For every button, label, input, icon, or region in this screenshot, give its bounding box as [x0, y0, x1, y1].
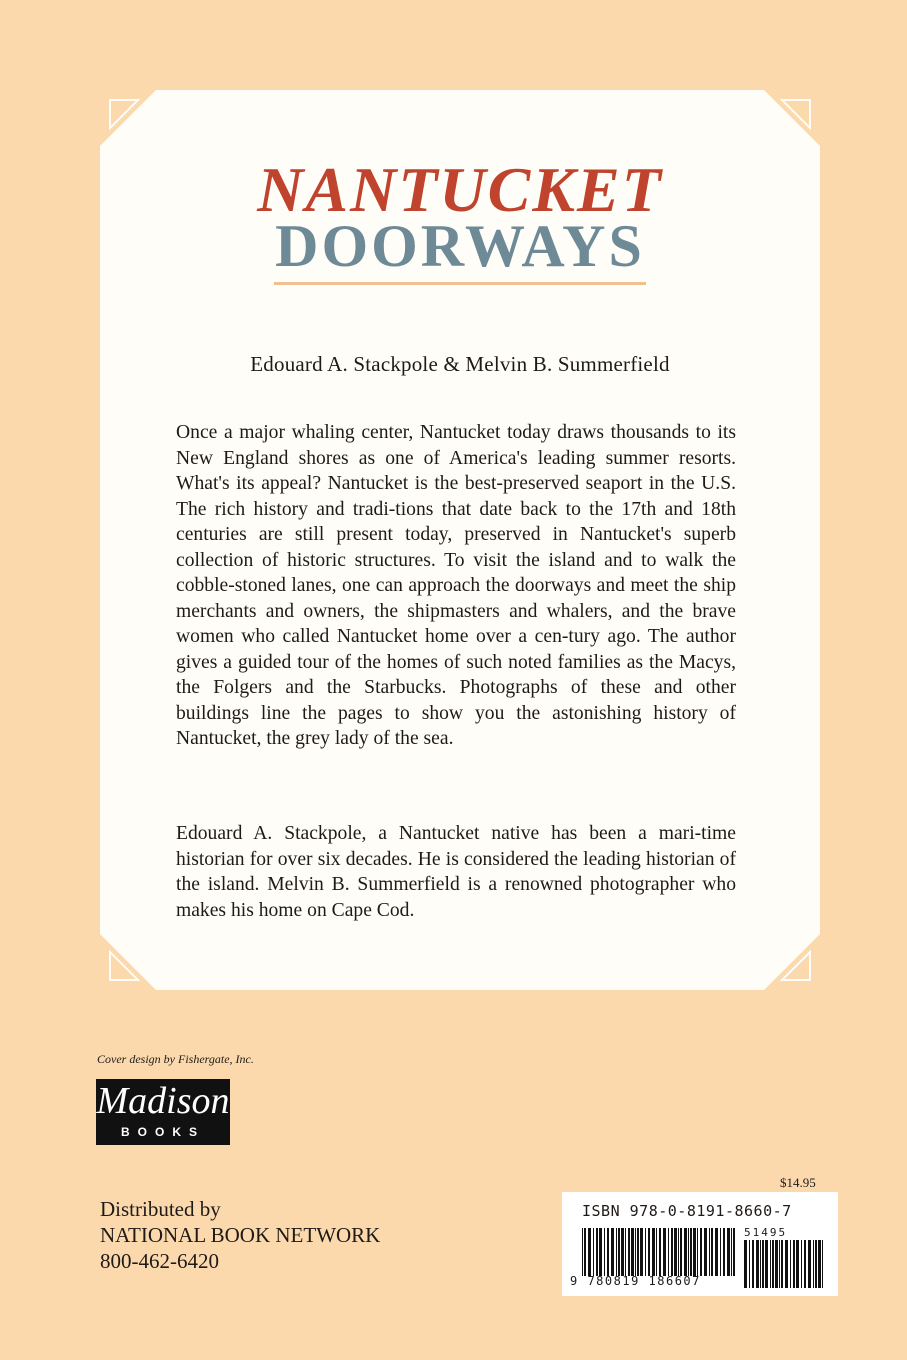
barcode-bar — [822, 1240, 823, 1288]
barcode-bar — [616, 1228, 617, 1276]
barcode-bar — [704, 1228, 707, 1276]
barcode-bar — [656, 1228, 657, 1276]
barcode-bar — [671, 1228, 673, 1276]
barcode-bar — [727, 1228, 730, 1276]
barcode-bar — [731, 1228, 732, 1276]
publisher-logo — [96, 1079, 230, 1145]
barcode-bar — [744, 1240, 747, 1288]
barcode-bar — [796, 1240, 799, 1288]
publisher-logo-books: BOOKS — [120, 1125, 205, 1139]
barcode-bar — [588, 1228, 591, 1276]
barcode-bar — [693, 1228, 696, 1276]
cover-panel — [100, 90, 820, 990]
price-label: $14.95 — [780, 1175, 816, 1190]
barcode-bar — [733, 1228, 735, 1276]
barcode-bar — [582, 1228, 583, 1276]
cover-design-credit: Cover design by Fishergate, Inc. — [97, 1052, 254, 1066]
barcode-bar — [801, 1240, 802, 1288]
barcode-bar — [621, 1228, 624, 1276]
barcode-bar — [697, 1228, 698, 1276]
barcode-bar — [607, 1228, 609, 1276]
barcode-bar — [756, 1240, 759, 1288]
book-title — [100, 154, 820, 285]
barcode-bar — [640, 1228, 643, 1276]
barcode-bar — [690, 1228, 692, 1276]
barcode-bar — [804, 1240, 806, 1288]
barcode-bar — [752, 1240, 754, 1288]
barcode-bar — [688, 1228, 689, 1276]
corner-ornament-top-left — [100, 90, 160, 150]
barcode-bar — [625, 1228, 626, 1276]
barcode-bar — [709, 1228, 710, 1276]
barcode-bar — [700, 1228, 702, 1276]
barcode-bar — [618, 1228, 620, 1276]
barcode-bar — [674, 1228, 677, 1276]
barcode-bar — [772, 1240, 774, 1288]
barcode-bar — [781, 1240, 783, 1288]
barcode-addon-digits: 51495 — [744, 1226, 788, 1239]
book-description: Once a major whaling center, Nantucket today draws thousands to its New England shores as one of America's leading summer resorts. What's its appeal? Nantucket is the best-preserved seaport in the U.S. The rich history and tradi-tions that date back to the 17th and 18th centuries are still present today, preserved in Nantucket's superb collection of historic structures. To visit the island and to walk the cobble-stoned lanes, one can approach the doorways and meet the ship merchants and owners, the shipmasters and whalers, and the brave women who called Nantucket home over a cen-tury ago. The author gives a guided tour of the homes of such noted families as the Macys, the Folgers and the Starbucks. Photographs of these and other buildings line the pages to show you the astonishing history of Nantucket, the grey lady of the sea. — [176, 422, 736, 749]
barcode-bar — [720, 1228, 721, 1276]
distribution-info — [100, 1196, 380, 1274]
barcode-bar — [680, 1228, 682, 1276]
barcode-bar — [678, 1228, 679, 1276]
barcode-bar — [584, 1228, 586, 1276]
barcode-bar — [645, 1228, 646, 1276]
barcode-bar — [604, 1228, 605, 1276]
barcode-bar — [659, 1228, 661, 1276]
author-names: Edouard A. Stackpole & Melvin B. Summerfield — [250, 352, 670, 376]
barcode-bar — [760, 1240, 761, 1288]
barcode-bar — [711, 1228, 713, 1276]
barcode-bar — [593, 1228, 594, 1276]
barcode-bar — [668, 1228, 669, 1276]
barcode-bar — [637, 1228, 639, 1276]
barcode-bar — [818, 1240, 821, 1288]
barcode-bar — [596, 1228, 598, 1276]
barcode-bar — [775, 1240, 778, 1288]
barcode-bar — [723, 1228, 725, 1276]
barcode-bar — [611, 1228, 614, 1276]
isbn-barcode-box — [562, 1192, 838, 1296]
title-line-1: NANTUCKET — [257, 154, 663, 225]
barcode-bar — [652, 1228, 655, 1276]
barcode-bar — [749, 1240, 750, 1288]
barcode-bar — [808, 1240, 811, 1288]
corner-ornament-top-right — [760, 90, 820, 150]
barcode-bar — [631, 1228, 634, 1276]
barcode-bar — [770, 1240, 771, 1288]
barcode-bar — [813, 1240, 814, 1288]
barcode-bar — [765, 1240, 768, 1288]
barcode-bar — [648, 1228, 650, 1276]
barcode-bar — [628, 1228, 630, 1276]
publisher-logo-script: Madison — [96, 1080, 230, 1122]
title-line-2: DOORWAYS — [275, 213, 645, 279]
distribution-line-2: NATIONAL BOOK NETWORK — [100, 1223, 381, 1247]
barcode-bar — [635, 1228, 636, 1276]
corner-ornament-bottom-left — [100, 930, 160, 990]
barcode-bar — [762, 1240, 764, 1288]
barcode-bar — [684, 1228, 687, 1276]
distribution-line-1: Distributed by — [100, 1197, 221, 1221]
barcode-bar — [815, 1240, 817, 1288]
barcode-bar — [785, 1240, 788, 1288]
author-bio: Edouard A. Stackpole, a Nantucket native has been a mari-time historian for over six decades. He is considered the leading historian of the island. Melvin B. Summerfield is a renowned photographer who makes his home on Cape Cod. — [176, 823, 736, 921]
barcode-digits: 9 780819 186607 — [570, 1274, 701, 1288]
barcode-bar — [599, 1228, 602, 1276]
barcode-bar — [793, 1240, 795, 1288]
barcode-bar — [715, 1228, 718, 1276]
title-underline — [274, 282, 646, 285]
corner-ornament-bottom-right — [760, 930, 820, 990]
barcode-bar — [790, 1240, 791, 1288]
distribution-phone: 800-462-6420 — [100, 1249, 219, 1273]
barcode-bar — [663, 1228, 666, 1276]
isbn-number: ISBN 978-0-8191-8660-7 — [582, 1202, 792, 1220]
barcode-bar — [779, 1240, 780, 1288]
